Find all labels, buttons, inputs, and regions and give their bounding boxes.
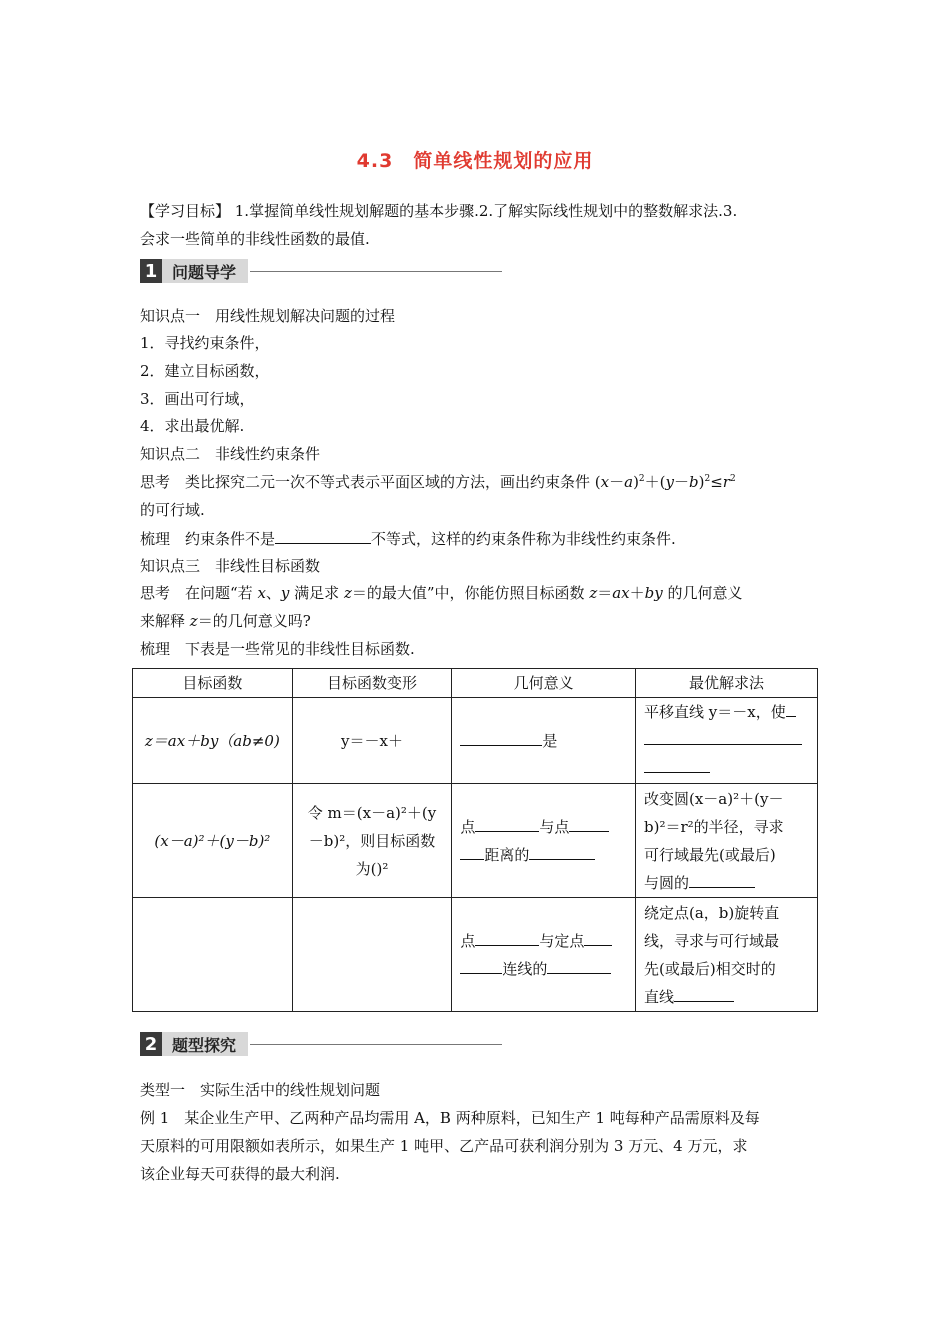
row2-transform-l3: 为()² [355,859,389,878]
page-title: 4.3 简单线性规划的应用 [356,150,594,172]
kp3-text-a: 思考 在问题“若 [140,584,258,602]
table-header: 目标函数 [133,669,293,698]
example1-line-1: 例 1 某企业生产甲、乙两种产品均需用 A，B 两种原料，已知生产 1 吨每种产品需原料及每 [140,1109,760,1127]
table-header: 目标函数变形 [292,669,452,698]
table-header: 几何意义 [452,669,636,698]
section-rule [250,1044,502,1045]
section-label: 问题导学 [162,259,248,283]
kp1-title: 知识点一 用线性规划解决问题的过程 [140,307,396,325]
fill-blank[interactable] [460,729,542,746]
row3-method [636,898,818,1012]
kp2-comb-prefix: 梳理 约束条件不是 [140,530,276,548]
type1-title: 类型一 实际生活中的线性规划问题 [140,1081,381,1099]
kp1-step-4: 4．求出最优解. [140,417,245,435]
row3-method-l3: 先(或最后)相交时的 [644,959,776,978]
row2-method [636,784,818,898]
row1-method-text: 平移直线 y＝－x，使 [644,703,786,721]
fill-blank[interactable] [644,756,710,773]
kp1-step-3: 3．画出可行域， [140,390,255,408]
fill-blank[interactable] [475,929,539,946]
kp3-title: 知识点三 非线性目标函数 [140,557,321,575]
fill-blank[interactable] [475,815,539,832]
fill-blank[interactable] [460,957,502,974]
fill-blank[interactable] [584,929,612,946]
row2-transform-l2: －b)²，则目标函数 [308,831,436,850]
row2-meaning-a: 点 [460,817,476,836]
kp3-text-f: ＝的几何意义吗? [197,612,311,630]
table-header-row [133,669,818,698]
row1-meaning-text: 是 [542,731,558,750]
table-row [133,898,818,1012]
row3-method-l1: 绕定点(a，b)旋转直 [644,903,780,922]
fill-blank[interactable] [786,700,796,717]
row1-transform: y＝－x＋ [292,698,452,784]
row3-meaning-c: 连线的 [502,959,548,978]
row2-method-l3: 可行域最先(或最后) [644,845,776,864]
section-number: 1 [140,259,162,283]
objective-function-table [132,668,818,1012]
kp2-think-line-1: 思考 类比探究二元一次不等式表示平面区域的方法，画出约束条件 $(x-a)^2+(y-b)^2\le r^2$ [140,473,736,491]
example1-line-3: 该企业每天可获得的最大利润. [140,1165,340,1183]
kp2-think-text: 思考 类比探究二元一次不等式表示平面区域的方法，画出约束条件 ( [140,473,601,491]
row3-meaning-a: 点 [460,931,476,950]
table-header: 最优解求法 [636,669,818,698]
row2-method-l2: b)²＝r²的半径，寻求 [644,817,784,836]
row2-transform-l1: 令 m＝(x－a)²＋(y [307,803,437,822]
row2-meaning-c: 距离的 [484,845,530,864]
row2-meaning-b: 与点 [539,817,570,836]
row3-transform [292,898,452,1012]
kp1-step-1: 1．寻找约束条件， [140,334,270,352]
row3-meaning-b: 与定点 [539,931,585,950]
example1-line-2: 天原料的可用限额如表所示，如果生产 1 吨甲、乙产品可获利润分别为 3 万元、4 万元，求 [140,1137,748,1155]
section-label: 题型探究 [162,1032,248,1056]
objectives-line-1: 【学习目标】 1.掌握简单线性规划解题的基本步骤.2.了解实际线性规划中的整数解求法.3. [140,202,738,220]
kp1-step-2: 2．建立目标函数， [140,362,270,380]
kp3-text-d: 的几何意义 [662,584,743,602]
fill-blank[interactable] [644,728,802,745]
section-number: 2 [140,1032,162,1056]
fill-blank[interactable] [569,815,609,832]
row1-func: z＝ax＋by（ab≠0) [133,698,293,784]
row3-method-l4: 直线 [644,987,675,1006]
row1-meaning [452,698,636,784]
row3-method-l2: 线，寻求与可行域最 [644,931,780,950]
row2-func: (x－a)²＋(y－b)² [133,784,293,898]
objectives-line-2: 会求一些简单的非线性函数的最值. [140,230,370,248]
fill-blank[interactable] [674,985,734,1002]
section-header-1 [140,259,502,283]
row2-method-l4: 与圆的 [644,873,690,892]
row2-method-l1: 改变圆(x－a)²＋(y－ [644,789,784,808]
section-rule [250,271,502,272]
kp3-text-e: 来解释 [140,612,190,630]
row2-transform [292,784,452,898]
kp2-comb [140,527,676,550]
fill-blank[interactable] [529,843,595,860]
section-header-2 [140,1032,502,1056]
fill-blank[interactable] [689,871,755,888]
row2-meaning [452,784,636,898]
fill-blank[interactable] [275,527,371,544]
row3-meaning [452,898,636,1012]
kp3-think-line-2: 来解释 z＝的几何意义吗? [140,612,311,630]
row1-method [636,698,818,784]
table-row [133,784,818,898]
fill-blank[interactable] [547,957,611,974]
fill-blank[interactable] [460,843,484,860]
table-row [133,698,818,784]
kp3-text-c: ＝的最大值”中，你能仿照目标函数 [351,584,590,602]
kp3-text-b: 满足求 [289,584,344,602]
kp3-comb: 梳理 下表是一些常见的非线性目标函数. [140,640,415,658]
row3-func [133,898,293,1012]
kp3-think-line-1: 思考 在问题“若 x、y 满足求 z＝的最大值”中，你能仿照目标函数 z＝ax＋by 的几何意义 [140,584,743,602]
kp2-comb-suffix: 不等式，这样的约束条件称为非线性约束条件. [371,530,676,548]
kp2-think-line-2: 的可行域. [140,501,205,519]
kp2-title: 知识点二 非线性约束条件 [140,445,321,463]
